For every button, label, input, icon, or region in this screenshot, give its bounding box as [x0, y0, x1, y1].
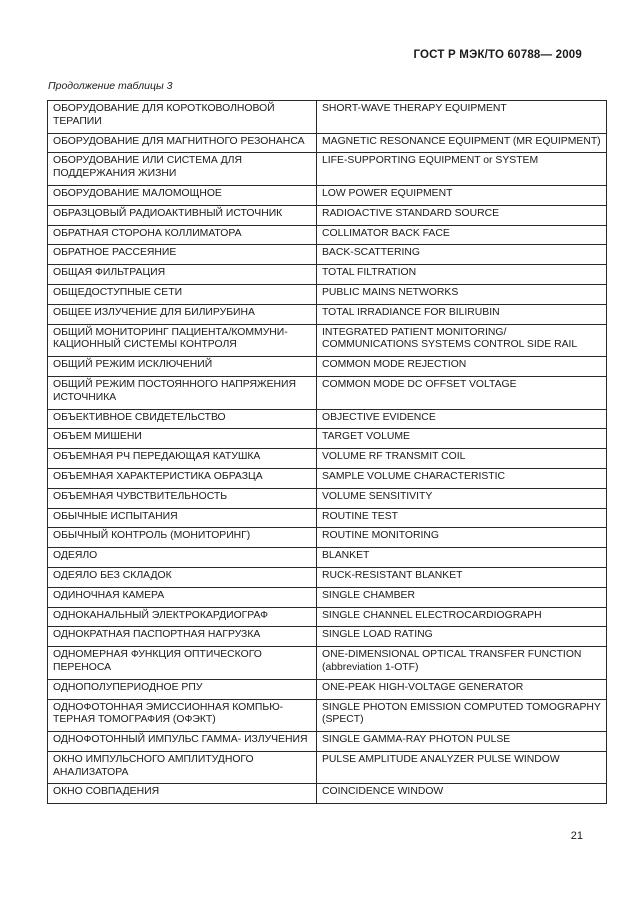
term-en: ONE-PEAK HIGH-VOLTAGE GENERATOR: [317, 679, 607, 699]
term-en: COMMON MODE DC OFFSET VOLTAGE: [317, 376, 607, 409]
term-ru: ОБЫЧНЫЕ ИСПЫТАНИЯ: [48, 508, 317, 528]
term-ru: ОБОРУДОВАНИЕ ДЛЯ МАГНИТНОГО РЕЗОНАНСА: [48, 133, 317, 153]
term-ru: ОБЩАЯ ФИЛЬТРАЦИЯ: [48, 265, 317, 285]
term-en: TARGET VOLUME: [317, 429, 607, 449]
term-ru: ОДНОФОТОННАЯ ЭМИССИОННАЯ КОМПЬЮ- ТЕРНАЯ ТОМОГРАФИЯ (ОФЭКТ): [48, 699, 317, 732]
term-ru: ОБЩИЙ РЕЖИМ ПОСТОЯННОГО НАПРЯЖЕНИЯ ИСТОЧНИКА: [48, 376, 317, 409]
table-row: [48, 265, 607, 285]
table-row: [48, 284, 607, 304]
terms-table-body: [48, 101, 607, 804]
term-ru: ОКНО СОВПАДЕНИЯ: [48, 784, 317, 804]
table-row: [48, 409, 607, 429]
term-ru: ОБЪЕМНАЯ ЧУВСТВИТЕЛЬНОСТЬ: [48, 488, 317, 508]
table-row: [48, 548, 607, 568]
term-ru: ОБЩЕДОСТУПНЫЕ СЕТИ: [48, 284, 317, 304]
term-en: ROUTINE MONITORING: [317, 528, 607, 548]
document-header: ГОСТ Р МЭК/ТО 60788— 2009: [413, 49, 582, 61]
table-row: [48, 784, 607, 804]
table-row: [48, 185, 607, 205]
term-en: SINGLE PHOTON EMISSION COMPUTED TOMOGRAPHY (SPECT): [317, 699, 607, 732]
table-row: [48, 679, 607, 699]
term-en: COLLIMATOR BACK FACE: [317, 225, 607, 245]
term-ru: ОБЩИЙ РЕЖИМ ИСКЛЮЧЕНИЙ: [48, 357, 317, 377]
term-en: SINGLE LOAD RATING: [317, 627, 607, 647]
table-row: [48, 376, 607, 409]
table-row: [48, 101, 607, 134]
term-ru: ОБЩЕЕ ИЗЛУЧЕНИЕ ДЛЯ БИЛИРУБИНА: [48, 304, 317, 324]
term-ru: ОДЕЯЛО: [48, 548, 317, 568]
term-en: LOW POWER EQUIPMENT: [317, 185, 607, 205]
term-en: TOTAL FILTRATION: [317, 265, 607, 285]
table-row: [48, 627, 607, 647]
table-row: [48, 528, 607, 548]
term-ru: ОДИНОЧНАЯ КАМЕРА: [48, 587, 317, 607]
term-en: SHORT-WAVE THERAPY EQUIPMENT: [317, 101, 607, 134]
table-row: [48, 647, 607, 680]
term-ru: ОБЫЧНЫЙ КОНТРОЛЬ (МОНИТОРИНГ): [48, 528, 317, 548]
term-ru: ОБЩИЙ МОНИТОРИНГ ПАЦИЕНТА/КОММУНИ- КАЦИОННЫЙ СИСТЕМЫ КОНТРОЛЯ: [48, 324, 317, 357]
term-en: SINGLE CHAMBER: [317, 587, 607, 607]
term-en: LIFE-SUPPORTING EQUIPMENT or SYSTEM: [317, 153, 607, 186]
term-ru: ОКНО ИМПУЛЬСНОГО АМПЛИТУДНОГО АНАЛИЗАТОРА: [48, 751, 317, 784]
term-en: PUBLIC MAINS NETWORKS: [317, 284, 607, 304]
table-row: [48, 304, 607, 324]
term-ru: ОДНОМЕРНАЯ ФУНКЦИЯ ОПТИЧЕСКОГО ПЕРЕНОСА: [48, 647, 317, 680]
term-ru: ОБОРУДОВАНИЕ ДЛЯ КОРОТКОВОЛНОВОЙ ТЕРАПИИ: [48, 101, 317, 134]
table-row: [48, 245, 607, 265]
table-row: [48, 324, 607, 357]
table-row: [48, 153, 607, 186]
term-ru: ОДНОПОЛУПЕРИОДНОЕ РПУ: [48, 679, 317, 699]
table-row: [48, 587, 607, 607]
table-row: [48, 567, 607, 587]
table-row: [48, 357, 607, 377]
term-en: PULSE AMPLITUDE ANALYZER PULSE WINDOW: [317, 751, 607, 784]
table-row: [48, 205, 607, 225]
term-en: BLANKET: [317, 548, 607, 568]
table-row: [48, 732, 607, 752]
table-row: [48, 133, 607, 153]
term-en: COINCIDENCE WINDOW: [317, 784, 607, 804]
term-ru: ОДНОФОТОННЫЙ ИМПУЛЬС ГАММА- ИЗЛУЧЕНИЯ: [48, 732, 317, 752]
table-row: [48, 488, 607, 508]
table-row: [48, 429, 607, 449]
term-ru: ОБЪЕМНАЯ РЧ ПЕРЕДАЮЩАЯ КАТУШКА: [48, 449, 317, 469]
table-continuation-label: Продолжение таблицы 3: [48, 80, 173, 92]
term-en: SINGLE CHANNEL ELECTROCARDIOGRAPH: [317, 607, 607, 627]
term-ru: ОДНОКАНАЛЬНЫЙ ЭЛЕКТРОКАРДИОГРАФ: [48, 607, 317, 627]
term-en: SAMPLE VOLUME CHARACTERISTIC: [317, 468, 607, 488]
term-en: RADIOACTIVE STANDARD SOURCE: [317, 205, 607, 225]
term-ru: ОБОРУДОВАНИЕ МАЛОМОЩНОЕ: [48, 185, 317, 205]
term-en: RUCK-RESISTANT BLANKET: [317, 567, 607, 587]
term-ru: ОБЪЕКТИВНОЕ СВИДЕТЕЛЬСТВО: [48, 409, 317, 429]
table-row: [48, 751, 607, 784]
term-en: MAGNETIC RESONANCE EQUIPMENT (MR EQUIPMENT): [317, 133, 607, 153]
term-ru: ОБРАЗЦОВЫЙ РАДИОАКТИВНЫЙ ИСТОЧНИК: [48, 205, 317, 225]
term-en: SINGLE GAMMA-RAY PHOTON PULSE: [317, 732, 607, 752]
term-ru: ОБЪЕМ МИШЕНИ: [48, 429, 317, 449]
table-row: [48, 225, 607, 245]
term-en: COMMON MODE REJECTION: [317, 357, 607, 377]
term-en: ONE-DIMENSIONAL OPTICAL TRANSFER FUNCTION (abbreviation 1-OTF): [317, 647, 607, 680]
term-en: INTEGRATED PATIENT MONITORING/ COMMUNICATIONS SYSTEMS CONTROL SIDE RAIL: [317, 324, 607, 357]
term-ru: ОБРАТНОЕ РАССЕЯНИЕ: [48, 245, 317, 265]
table-row: [48, 607, 607, 627]
term-en: VOLUME SENSITIVITY: [317, 488, 607, 508]
term-ru: ОБЪЕМНАЯ ХАРАКТЕРИСТИКА ОБРАЗЦА: [48, 468, 317, 488]
term-en: ROUTINE TEST: [317, 508, 607, 528]
term-en: VOLUME RF TRANSMIT COIL: [317, 449, 607, 469]
term-en: BACK-SCATTERING: [317, 245, 607, 265]
table-row: [48, 508, 607, 528]
term-en: TOTAL IRRADIANCE FOR BILIRUBIN: [317, 304, 607, 324]
page-number: 21: [570, 830, 583, 842]
term-ru: ОДНОКРАТНАЯ ПАСПОРТНАЯ НАГРУЗКА: [48, 627, 317, 647]
table-row: [48, 468, 607, 488]
term-ru: ОБРАТНАЯ СТОРОНА КОЛЛИМАТОРА: [48, 225, 317, 245]
terms-table: [47, 100, 607, 804]
table-row: [48, 449, 607, 469]
table-row: [48, 699, 607, 732]
term-ru: ОБОРУДОВАНИЕ ИЛИ СИСТЕМА ДЛЯ ПОДДЕРЖАНИЯ ЖИЗНИ: [48, 153, 317, 186]
term-en: OBJECTIVE EVIDENCE: [317, 409, 607, 429]
term-ru: ОДЕЯЛО БЕЗ СКЛАДОК: [48, 567, 317, 587]
